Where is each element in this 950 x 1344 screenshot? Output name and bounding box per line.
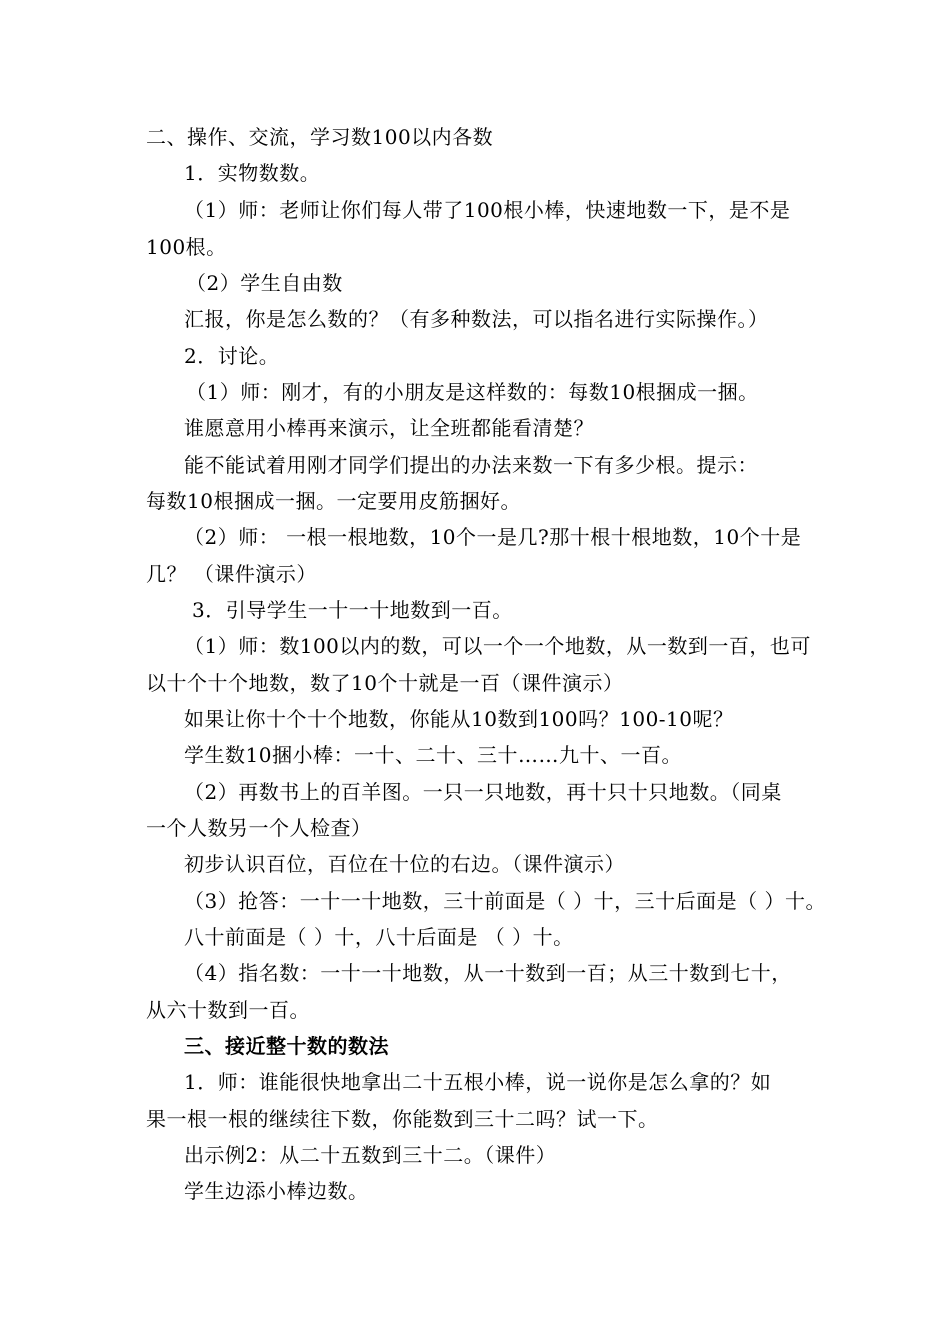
paragraph-line: 1．实物数数。 xyxy=(184,161,321,185)
paragraph-line: 学生边添小棒边数。 xyxy=(184,1179,369,1203)
paragraph-line: 能不能试着用刚才同学们提出的办法来数一下有多少根。提示： xyxy=(184,453,758,477)
paragraph-line: 100根。 xyxy=(146,235,227,259)
section-heading-3: 三、接近整十数的数法 xyxy=(184,1034,389,1058)
paragraph-line: （1）师：老师让你们每人带了100根小棒，快速地数一下，是不是 xyxy=(184,198,791,222)
paragraph-line: 3．引导学生一十一十地数到一百。 xyxy=(192,598,513,622)
paragraph-line: 从六十数到一百。 xyxy=(146,998,310,1022)
paragraph-line: 果一根一根的继续往下数，你能数到三十二吗？试一下。 xyxy=(146,1107,659,1131)
paragraph-line: （4）指名数：一十一十地数，从一十数到一百；从三十数到七十， xyxy=(184,961,792,985)
paragraph-line: 初步认识百位，百位在十位的右边。（课件演示） xyxy=(184,852,625,876)
paragraph-line: 以十个十个地数，数了10个十就是一百（课件演示） xyxy=(146,671,624,695)
paragraph-line: （2）师： 一根一根地数，10个一是几?那十根十根地数，10个十是 xyxy=(184,525,802,549)
paragraph-line: 2．讨论。 xyxy=(184,344,280,368)
paragraph-line: 学生数10捆小棒：一十、二十、三十……九十、一百。 xyxy=(184,743,682,767)
paragraph-line: 出示例2：从二十五数到三十二。（课件） xyxy=(184,1143,557,1167)
paragraph-line: 一个人数另一个人检查） xyxy=(146,816,372,840)
paragraph-line: 谁愿意用小棒再来演示，让全班都能看清楚？ xyxy=(184,416,594,440)
paragraph-line: （3）抢答：一十一十地数，三十前面是（ ）十，三十后面是（ ）十。 xyxy=(184,889,826,913)
paragraph-line: 如果让你十个十个地数，你能从10数到100吗？100-10呢？ xyxy=(184,707,734,731)
paragraph-line: 几？ （课件演示） xyxy=(146,562,317,586)
section-heading-2: 二、操作、交流，学习数100以内各数 xyxy=(146,125,494,149)
paragraph-line: 汇报，你是怎么数的？（有多种数法，可以指名进行实际操作。） xyxy=(184,307,769,331)
paragraph-line: （1）师：刚才，有的小朋友是这样数的：每数10根捆成一捆。 xyxy=(186,380,759,404)
paragraph-line: 每数10根捆成一捆。一定要用皮筋捆好。 xyxy=(146,489,521,513)
paragraph-line: （1）师：数100以内的数，可以一个一个地数，从一数到一百，也可 xyxy=(184,634,811,658)
paragraph-line: 八十前面是（ ）十，八十后面是 （ ）十。 xyxy=(184,925,574,949)
paragraph-line: 1．师：谁能很快地拿出二十五根小棒，说一说你是怎么拿的？如 xyxy=(184,1070,772,1094)
paragraph-line: （2）学生自由数 xyxy=(186,271,343,295)
paragraph-line: （2）再数书上的百羊图。一只一只地数，再十只十只地数。（同桌 xyxy=(184,780,782,804)
